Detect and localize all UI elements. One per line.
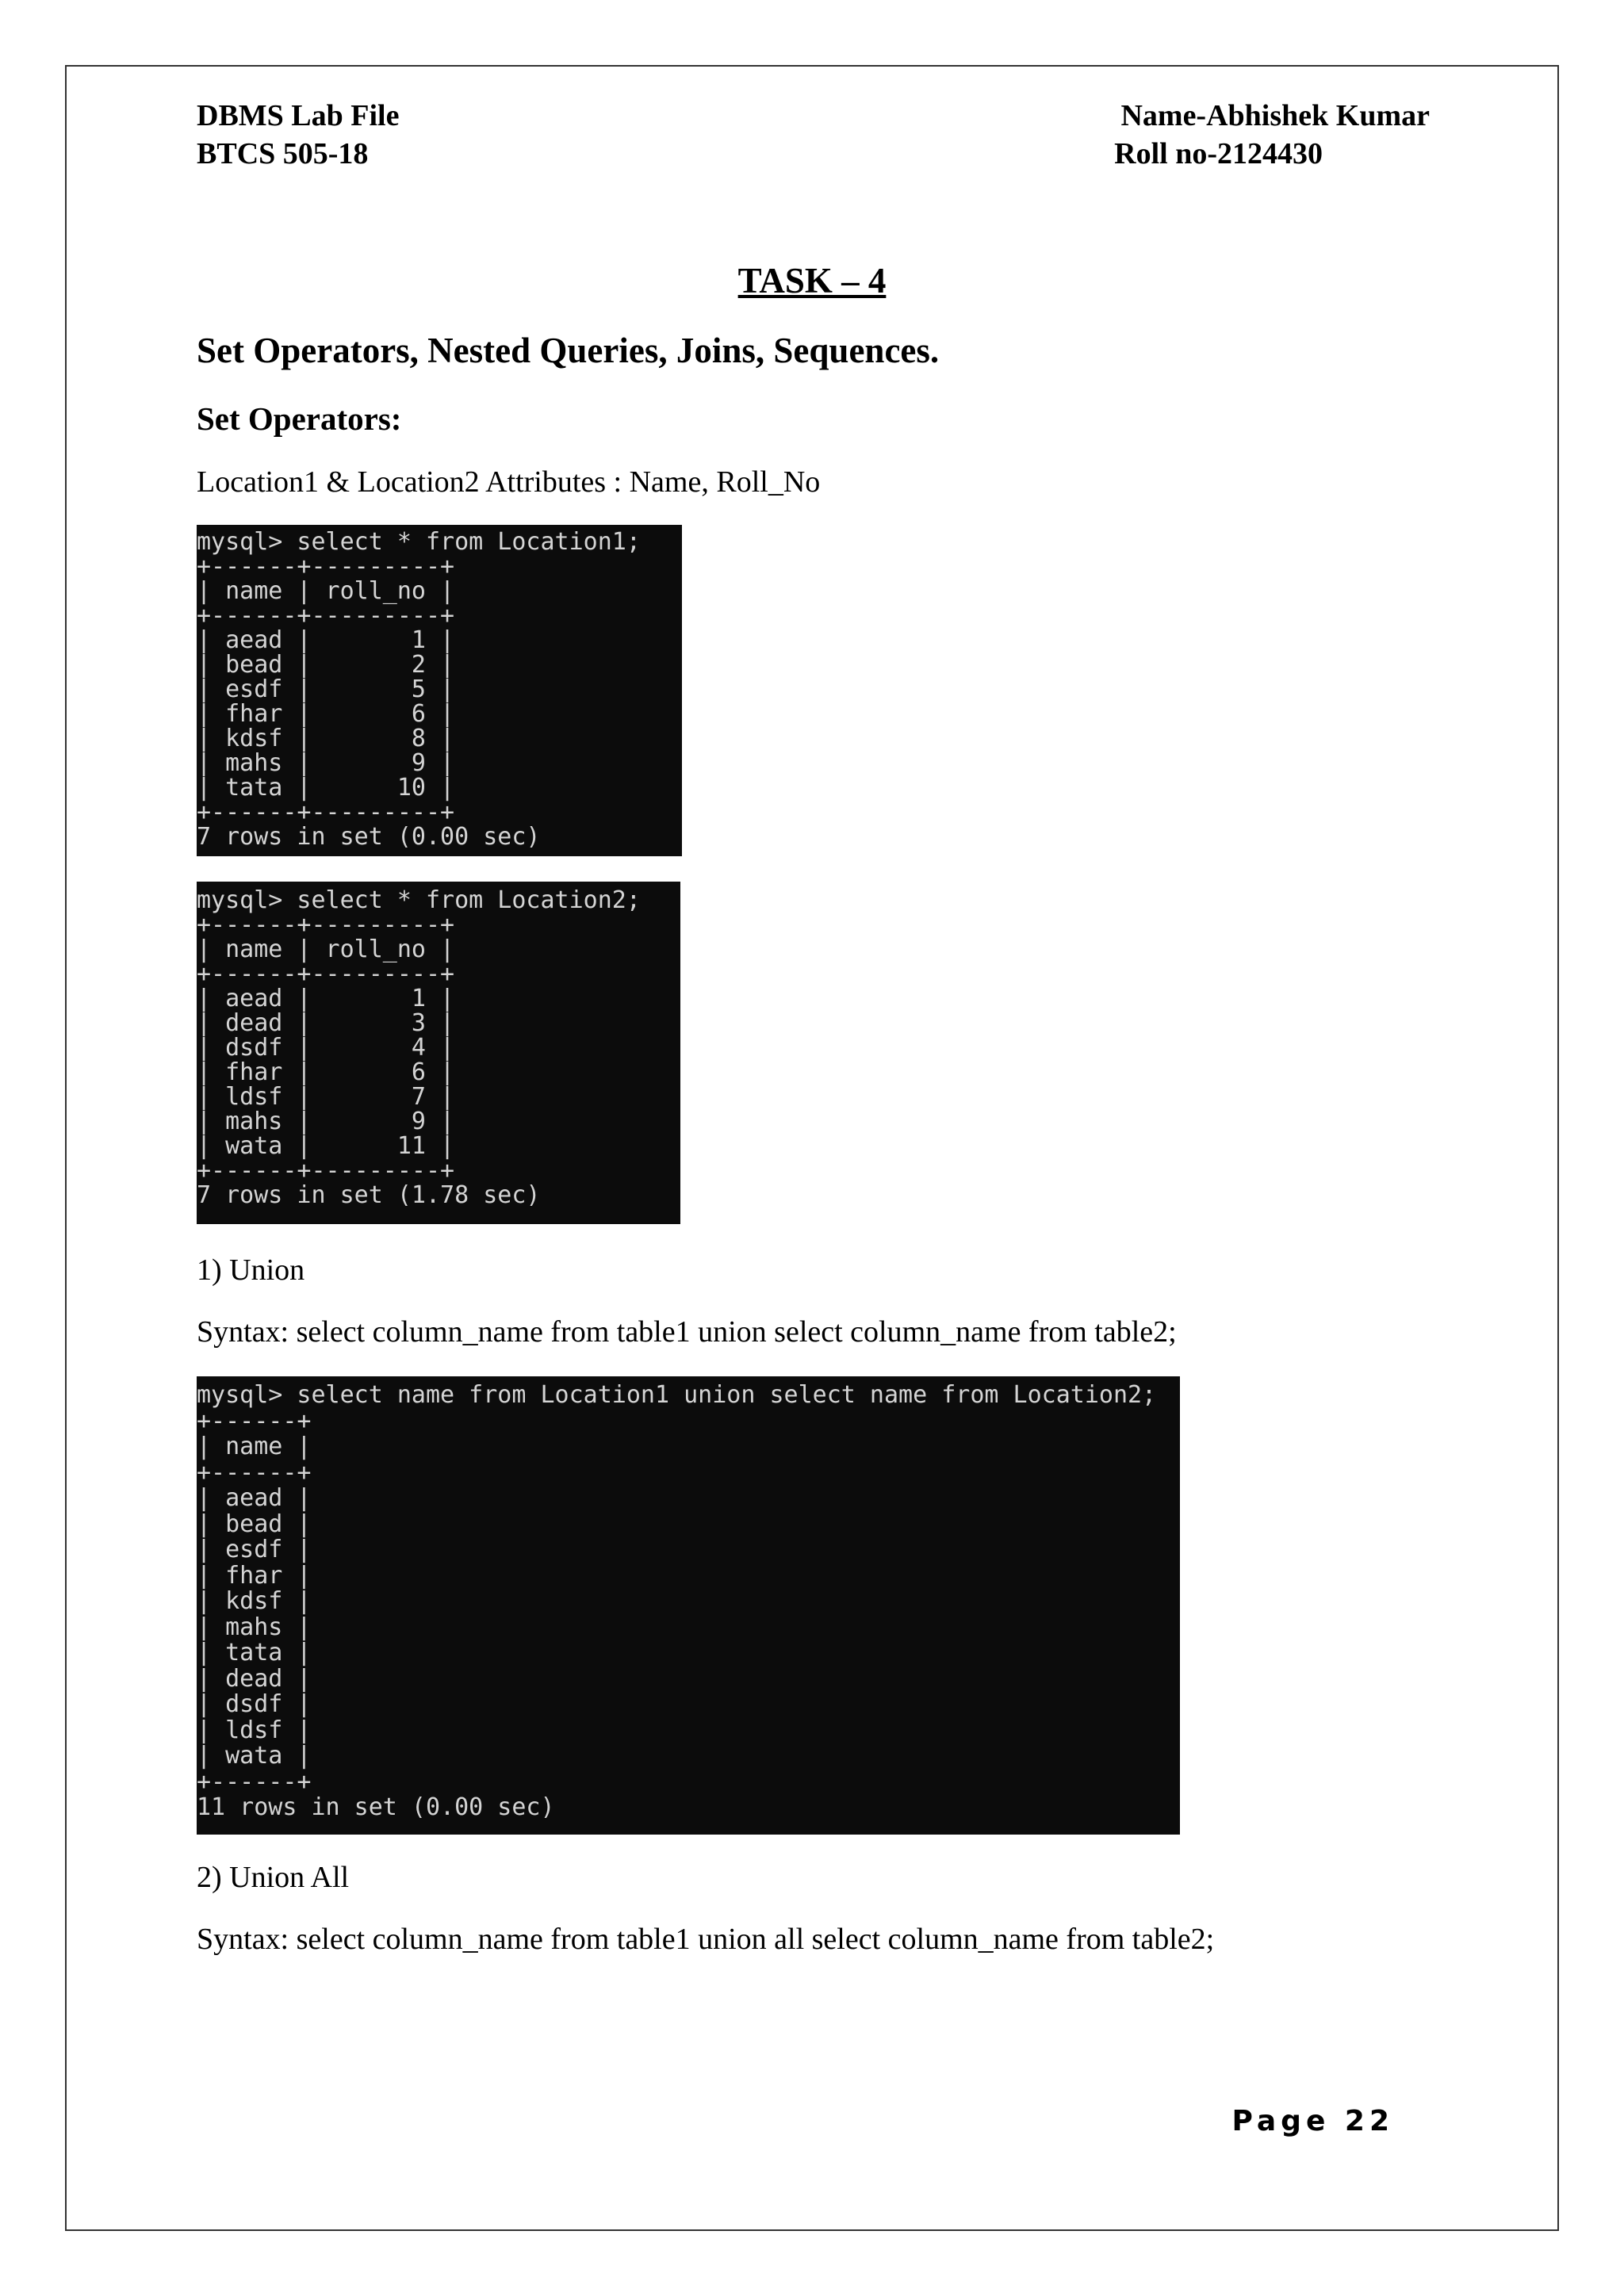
terminal-line: | mahs | 9 |	[197, 749, 455, 777]
terminal-line: 7 rows in set (0.00 sec)	[197, 823, 541, 851]
terminal-line: | mahs | 9 |	[197, 1108, 455, 1135]
terminal-line: mysql> select name from Location1 union select name from Location2;	[197, 1381, 1157, 1409]
header-student-name: Name-Abhishek Kumar	[1120, 99, 1430, 132]
terminal-line: | mahs |	[197, 1613, 312, 1641]
terminal-line: | tata |	[197, 1639, 312, 1667]
subsection-heading: Set Operators:	[197, 400, 402, 437]
terminal-line: | dsdf | 4 |	[197, 1034, 455, 1062]
terminal-line: +------+---------+	[197, 1157, 455, 1184]
terminal-line: +------+	[197, 1406, 312, 1435]
terminal-line: | dead |	[197, 1664, 312, 1693]
header-course-code: BTCS 505-18	[197, 137, 369, 170]
union-all-syntax: Syntax: select column_name from table1 union all select column_name from table2;	[197, 1923, 1215, 1956]
terminal-line: +------+---------+	[197, 911, 455, 939]
terminal-line: | bead |	[197, 1510, 312, 1538]
terminal-line: | kdsf | 8 |	[197, 725, 455, 752]
terminal-line: +------+---------+	[197, 798, 455, 826]
terminal-line: mysql> select * from Location2;	[197, 886, 641, 914]
terminal-screenshot-location2	[197, 882, 680, 1224]
terminal-line: | ldsf | 7 |	[197, 1083, 455, 1111]
terminal-screenshot-union	[197, 1376, 1180, 1835]
terminal-line: | ldsf |	[197, 1716, 312, 1744]
terminal-line: | kdsf |	[197, 1587, 312, 1615]
header-course-title: DBMS Lab File	[197, 99, 400, 132]
terminal-line: +------+---------+	[197, 553, 455, 580]
terminal-line: | name |	[197, 1433, 312, 1460]
terminal-line: | esdf | 5 |	[197, 675, 455, 703]
terminal-line: | fhar |	[197, 1561, 312, 1590]
union-title: 1) Union	[197, 1253, 305, 1287]
terminal-line: | aead |	[197, 1484, 312, 1512]
terminal-screenshot-location1	[197, 525, 682, 856]
task-title: TASK – 4	[737, 261, 887, 300]
header-roll-number: Roll no-2124430	[1114, 137, 1323, 170]
terminal-line: | aead | 1 |	[197, 985, 455, 1012]
terminal-line: | wata | 11 |	[197, 1132, 455, 1160]
terminal-line: | esdf |	[197, 1536, 312, 1563]
attributes-text: Location1 & Location2 Attributes : Name, Roll_No	[197, 465, 821, 499]
terminal-line: +------+---------+	[197, 960, 455, 988]
terminal-line: | fhar | 6 |	[197, 700, 455, 728]
terminal-line: | aead | 1 |	[197, 626, 455, 654]
terminal-line: | bead | 2 |	[197, 651, 455, 679]
terminal-line: | name | roll_no |	[197, 936, 455, 963]
terminal-line: | dead | 3 |	[197, 1009, 455, 1037]
terminal-line: 7 rows in set (1.78 sec)	[197, 1181, 541, 1209]
terminal-line: | tata | 10 |	[197, 774, 455, 802]
terminal-line: | wata |	[197, 1742, 312, 1770]
union-syntax: Syntax: select column_name from table1 union select column_name from table2;	[197, 1315, 1177, 1349]
terminal-line: | name | roll_no |	[197, 577, 455, 605]
terminal-line: mysql> select * from Location1;	[197, 528, 641, 556]
terminal-line: | dsdf |	[197, 1690, 312, 1718]
page-number: Page 22	[1231, 2105, 1394, 2137]
terminal-line: +------+---------+	[197, 602, 455, 629]
section-heading: Set Operators, Nested Queries, Joins, Sequences.	[197, 331, 940, 370]
terminal-line: +------+	[197, 1458, 312, 1487]
terminal-line: +------+	[197, 1767, 312, 1796]
terminal-line: | fhar | 6 |	[197, 1058, 455, 1086]
union-all-title: 2) Union All	[197, 1861, 350, 1894]
terminal-line: 11 rows in set (0.00 sec)	[197, 1793, 555, 1821]
